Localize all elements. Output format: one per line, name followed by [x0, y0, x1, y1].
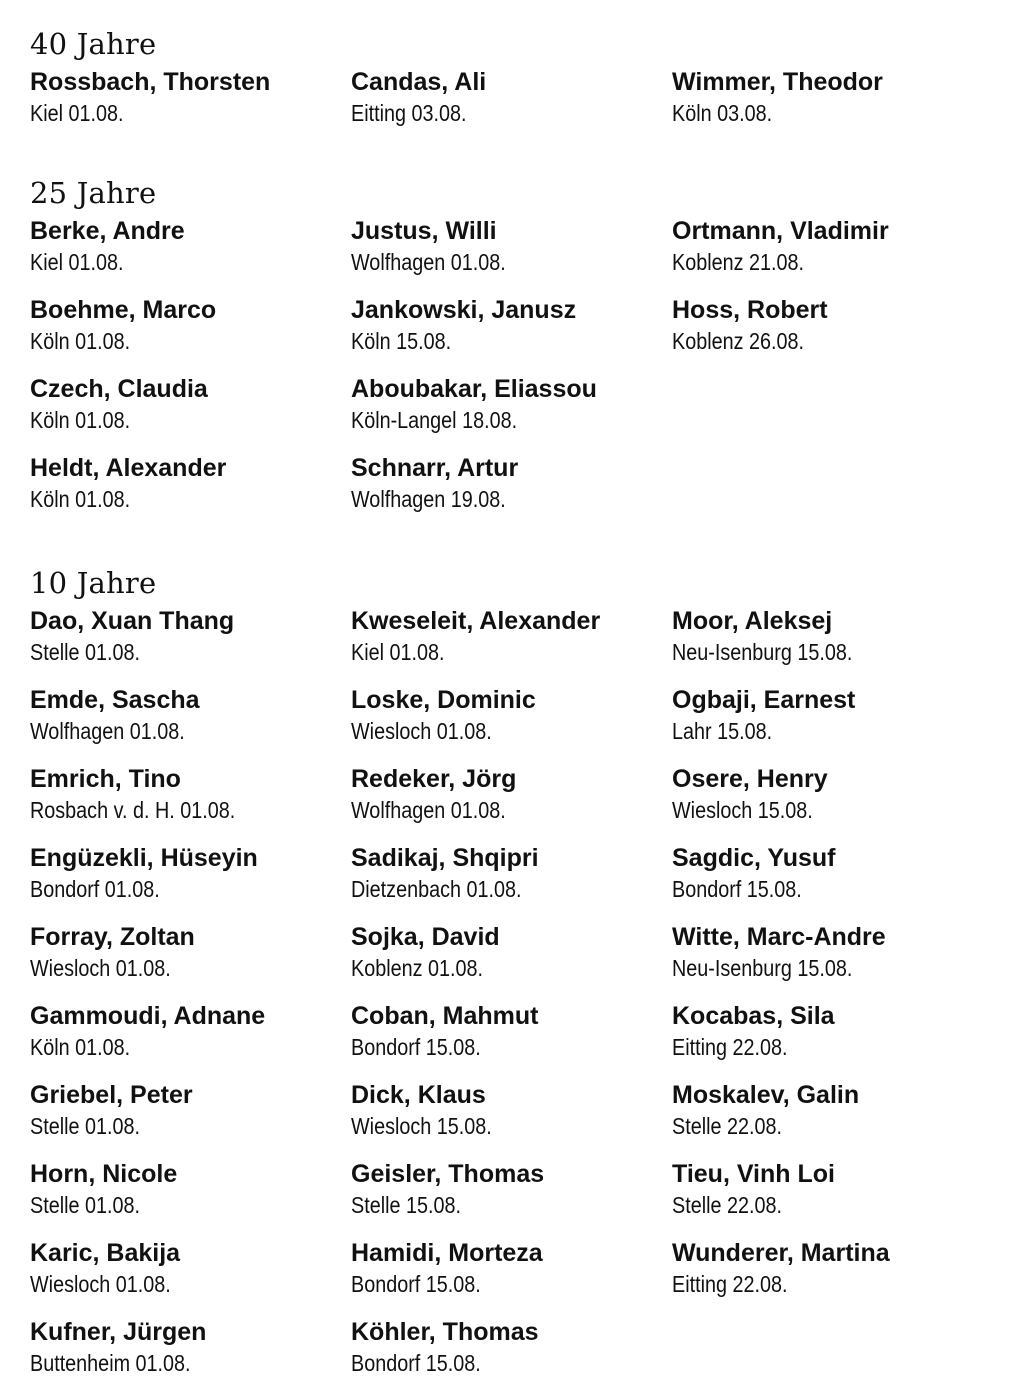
person-entry: [30, 66, 351, 145]
person-location-date: Wiesloch 15.08.: [351, 1113, 492, 1139]
person-name: Moskalev, Galin: [672, 1081, 860, 1109]
person-name: Witte, Marc-Andre: [672, 923, 886, 951]
person-name: Emrich, Tino: [30, 765, 181, 793]
entries-grid: [30, 215, 995, 531]
person-location-date: Koblenz 01.08.: [351, 955, 483, 981]
person-name: Tieu, Vinh Loi: [672, 1160, 835, 1188]
person-location-date: Eitting 03.08.: [351, 100, 467, 126]
person-location-date: Köln 15.08.: [351, 328, 452, 354]
person-name: Ortmann, Vladimir: [672, 217, 889, 245]
section-title: 40 Jahre: [30, 27, 157, 61]
person-entry: [30, 842, 351, 921]
person-entry: [30, 294, 351, 373]
person-location-date: Stelle 01.08.: [30, 1192, 140, 1218]
person-entry: [351, 1316, 672, 1395]
person-name: Rossbach, Thorsten: [30, 68, 271, 96]
person-location-date: Neu-Isenburg 15.08.: [672, 639, 853, 665]
person-entry: [672, 763, 993, 842]
person-location-date: Stelle 22.08.: [672, 1113, 782, 1139]
person-entry: [30, 763, 351, 842]
person-name: Forray, Zoltan: [30, 923, 195, 951]
person-name: Kocabas, Sila: [672, 1002, 835, 1030]
person-location-date: Köln 01.08.: [30, 1034, 131, 1060]
person-location-date: Wiesloch 01.08.: [30, 955, 171, 981]
person-entry: [351, 684, 672, 763]
person-location-date: Kiel 01.08.: [30, 249, 124, 275]
person-location-date: Stelle 01.08.: [30, 1113, 140, 1139]
person-entry: [672, 1000, 993, 1079]
person-location-date: Bondorf 15.08.: [351, 1034, 481, 1060]
person-location-date: Wolfhagen 01.08.: [30, 718, 185, 744]
person-location-date: Wolfhagen 19.08.: [351, 486, 506, 512]
person-name: Boehme, Marco: [30, 296, 217, 324]
person-entry: [672, 1237, 993, 1316]
person-entry: [672, 842, 993, 921]
person-entry: [351, 842, 672, 921]
person-location-date: Bondorf 01.08.: [30, 876, 160, 902]
person-name: Heldt, Alexander: [30, 454, 227, 482]
person-location-date: Eitting 22.08.: [672, 1034, 788, 1060]
section-title: 25 Jahre: [30, 176, 157, 210]
person-location-date: Wiesloch 01.08.: [30, 1271, 171, 1297]
person-entry: [672, 1158, 993, 1237]
person-entry: [30, 605, 351, 684]
person-entry: [351, 605, 672, 684]
person-entry: [30, 1316, 351, 1395]
person-name: Karic, Bakija: [30, 1239, 181, 1267]
person-location-date: Kiel 01.08.: [30, 100, 124, 126]
person-location-date: Wolfhagen 01.08.: [351, 797, 506, 823]
person-location-date: Buttenheim 01.08.: [30, 1350, 191, 1376]
person-name: Coban, Mahmut: [351, 1002, 539, 1030]
person-location-date: Bondorf 15.08.: [351, 1271, 481, 1297]
person-name: Emde, Sascha: [30, 686, 200, 714]
entries-grid: [30, 66, 995, 145]
person-entry: [351, 452, 672, 531]
person-entry: [30, 921, 351, 1000]
person-entry: [30, 1237, 351, 1316]
person-entry: [351, 1158, 672, 1237]
person-entry: [672, 921, 993, 1000]
person-name: Sagdic, Yusuf: [672, 844, 836, 872]
person-location-date: Wiesloch 15.08.: [672, 797, 813, 823]
person-name: Ogbaji, Earnest: [672, 686, 856, 714]
person-entry: [351, 1237, 672, 1316]
person-name: Gammoudi, Adnane: [30, 1002, 266, 1030]
person-name: Kweseleit, Alexander: [351, 607, 601, 635]
person-name: Wimmer, Theodor: [672, 68, 883, 96]
person-location-date: Köln-Langel 18.08.: [351, 407, 518, 433]
person-name: Candas, Ali: [351, 68, 487, 96]
person-name: Schnarr, Artur: [351, 454, 519, 482]
person-name: Hoss, Robert: [672, 296, 828, 324]
person-entry: [30, 684, 351, 763]
person-name: Köhler, Thomas: [351, 1318, 539, 1346]
person-name: Aboubakar, Eliassou: [351, 375, 597, 403]
person-entry: [351, 921, 672, 1000]
person-location-date: Stelle 15.08.: [351, 1192, 461, 1218]
person-name: Hamidi, Morteza: [351, 1239, 543, 1267]
person-entry: [351, 1079, 672, 1158]
person-entry: [30, 1000, 351, 1079]
person-name: Dao, Xuan Thang: [30, 607, 235, 635]
person-location-date: Stelle 22.08.: [672, 1192, 782, 1218]
person-entry: [672, 1079, 993, 1158]
person-location-date: Bondorf 15.08.: [672, 876, 802, 902]
person-location-date: Stelle 01.08.: [30, 639, 140, 665]
person-name: Osere, Henry: [672, 765, 828, 793]
person-entry: [351, 1000, 672, 1079]
person-name: Czech, Claudia: [30, 375, 208, 403]
anniversary-list: [30, 26, 995, 1395]
person-location-date: Rosbach v. d. H. 01.08.: [30, 797, 236, 823]
person-location-date: Koblenz 21.08.: [672, 249, 804, 275]
person-entry: [351, 66, 672, 145]
section-10-jahre: [30, 565, 995, 1395]
person-name: Justus, Willi: [351, 217, 497, 245]
person-location-date: Köln 01.08.: [30, 328, 131, 354]
person-name: Horn, Nicole: [30, 1160, 178, 1188]
person-location-date: Dietzenbach 01.08.: [351, 876, 522, 902]
person-name: Sojka, David: [351, 923, 500, 951]
person-entry: [672, 605, 993, 684]
person-location-date: Köln 01.08.: [30, 407, 131, 433]
person-entry: [30, 1158, 351, 1237]
person-location-date: Lahr 15.08.: [672, 718, 773, 744]
person-entry: [351, 215, 672, 294]
person-entry: [672, 215, 993, 294]
person-location-date: Koblenz 26.08.: [672, 328, 804, 354]
person-location-date: Eitting 22.08.: [672, 1271, 788, 1297]
person-name: Geisler, Thomas: [351, 1160, 545, 1188]
person-name: Berke, Andre: [30, 217, 185, 245]
person-entry: [351, 294, 672, 373]
person-location-date: Köln 03.08.: [672, 100, 773, 126]
person-name: Moor, Aleksej: [672, 607, 833, 635]
person-location-date: Bondorf 15.08.: [351, 1350, 481, 1376]
person-name: Griebel, Peter: [30, 1081, 193, 1109]
person-entry: [30, 215, 351, 294]
person-location-date: Köln 01.08.: [30, 486, 131, 512]
person-name: Dick, Klaus: [351, 1081, 486, 1109]
person-location-date: Neu-Isenburg 15.08.: [672, 955, 853, 981]
person-name: Sadikaj, Shqipri: [351, 844, 539, 872]
person-location-date: Wolfhagen 01.08.: [351, 249, 506, 275]
person-name: Loske, Dominic: [351, 686, 536, 714]
person-name: Jankowski, Janusz: [351, 296, 577, 324]
entries-grid: [30, 605, 995, 1395]
section-25-jahre: [30, 175, 995, 531]
person-name: Engüzekli, Hüseyin: [30, 844, 258, 872]
person-location-date: Wiesloch 01.08.: [351, 718, 492, 744]
person-entry: [30, 373, 351, 452]
person-entry: [672, 684, 993, 763]
person-entry: [672, 294, 993, 373]
person-entry: [30, 1079, 351, 1158]
person-name: Kufner, Jürgen: [30, 1318, 207, 1346]
person-entry: [351, 373, 672, 452]
person-name: Wunderer, Martina: [672, 1239, 890, 1267]
section-40-jahre: [30, 26, 995, 145]
person-entry: [351, 763, 672, 842]
section-title: 10 Jahre: [30, 566, 157, 600]
person-entry: [30, 452, 351, 531]
person-location-date: Kiel 01.08.: [351, 639, 445, 665]
person-entry: [672, 66, 993, 145]
person-name: Redeker, Jörg: [351, 765, 517, 793]
